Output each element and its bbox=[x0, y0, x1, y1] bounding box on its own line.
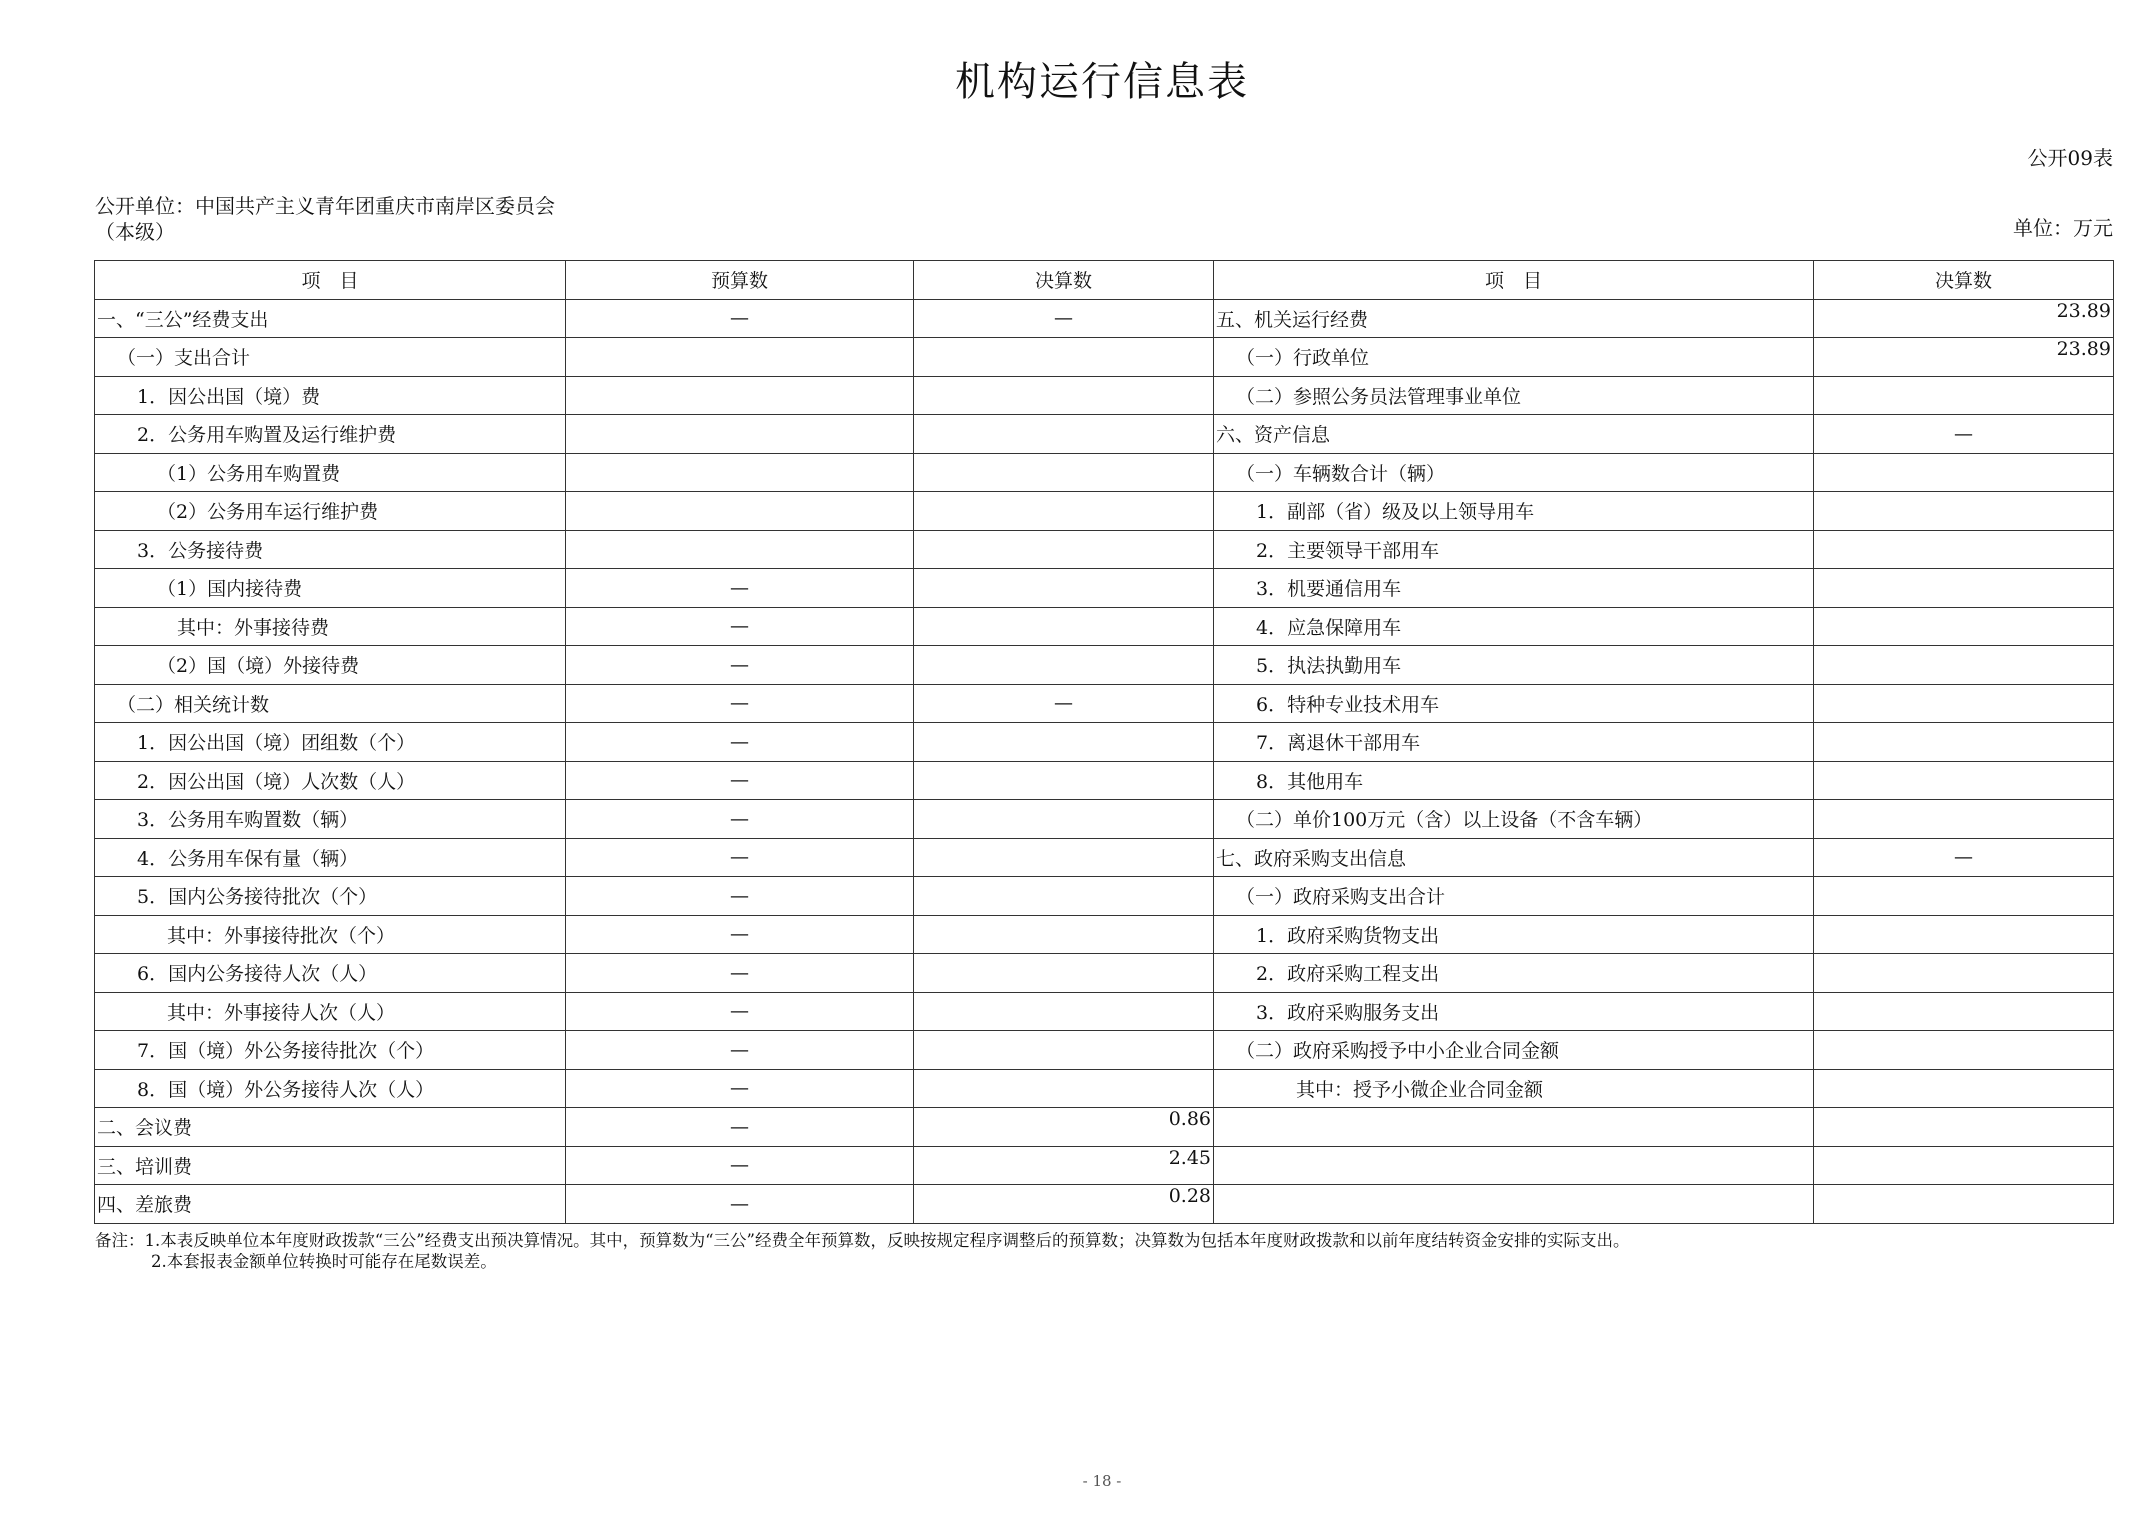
reporting-unit: 公开单位：中国共产主义青年团重庆市南岸区委员会（本级） bbox=[95, 194, 555, 244]
left-item-cell: 2．因公出国（境）人次数（人） bbox=[95, 761, 566, 800]
left-item-cell: （二）相关统计数 bbox=[95, 684, 566, 723]
left-item-cell: （2）公务用车运行维护费 bbox=[95, 492, 566, 531]
table-row bbox=[95, 992, 2114, 1031]
left-item-cell: 二、会议费 bbox=[95, 1108, 566, 1147]
budget-cell: — bbox=[566, 684, 914, 723]
left-item-cell: 7．国（境）外公务接待批次（个） bbox=[95, 1031, 566, 1070]
header-left-item: 项 目 bbox=[95, 261, 566, 300]
left-item-cell: 三、培训费 bbox=[95, 1146, 566, 1185]
final-cell bbox=[914, 338, 1214, 377]
note-2: 2.本套报表金额单位转换时可能存在尾数误差。 bbox=[151, 1252, 497, 1271]
table-row bbox=[95, 299, 2114, 338]
table-row bbox=[95, 415, 2114, 454]
right-final-cell: — bbox=[1814, 415, 2114, 454]
right-item-cell: （一）行政单位 bbox=[1214, 338, 1814, 377]
left-item-cell: （1）国内接待费 bbox=[95, 569, 566, 608]
final-cell: — bbox=[914, 299, 1214, 338]
header-right-item: 项 目 bbox=[1214, 261, 1814, 300]
budget-cell: — bbox=[566, 992, 914, 1031]
left-item-cell: 1．因公出国（境）费 bbox=[95, 376, 566, 415]
right-item-cell: 3．机要通信用车 bbox=[1214, 569, 1814, 608]
final-cell bbox=[914, 838, 1214, 877]
table-row bbox=[95, 607, 2114, 646]
currency-unit: 单位：万元 bbox=[2013, 216, 2113, 240]
header-final: 决算数 bbox=[914, 261, 1214, 300]
right-item-cell: 5．执法执勤用车 bbox=[1214, 646, 1814, 685]
final-cell bbox=[914, 607, 1214, 646]
right-final-cell bbox=[1814, 877, 2114, 916]
right-item-cell: 2．主要领导干部用车 bbox=[1214, 530, 1814, 569]
right-final-cell bbox=[1814, 1185, 2114, 1224]
budget-cell: — bbox=[566, 877, 914, 916]
table-row bbox=[95, 723, 2114, 762]
final-cell bbox=[914, 453, 1214, 492]
right-item-cell: 6．特种专业技术用车 bbox=[1214, 684, 1814, 723]
final-cell bbox=[914, 723, 1214, 762]
left-item-cell: 6．国内公务接待人次（人） bbox=[95, 954, 566, 993]
right-final-cell bbox=[1814, 915, 2114, 954]
table-row bbox=[95, 492, 2114, 531]
left-item-cell: 3．公务接待费 bbox=[95, 530, 566, 569]
right-final-cell bbox=[1814, 800, 2114, 839]
right-item-cell: 其中：授予小微企业合同金额 bbox=[1214, 1069, 1814, 1108]
final-cell: — bbox=[914, 684, 1214, 723]
right-item-cell: 1．政府采购货物支出 bbox=[1214, 915, 1814, 954]
budget-cell: — bbox=[566, 299, 914, 338]
left-item-cell: 其中：外事接待批次（个） bbox=[95, 915, 566, 954]
budget-cell bbox=[566, 530, 914, 569]
table-row bbox=[95, 954, 2114, 993]
left-item-cell: 4．公务用车保有量（辆） bbox=[95, 838, 566, 877]
budget-cell: — bbox=[566, 1108, 914, 1147]
left-item-cell: 8．国（境）外公务接待人次（人） bbox=[95, 1069, 566, 1108]
final-cell bbox=[914, 376, 1214, 415]
header-budget: 预算数 bbox=[566, 261, 914, 300]
right-item-cell: 五、机关运行经费 bbox=[1214, 299, 1814, 338]
table-row bbox=[95, 838, 2114, 877]
budget-cell: — bbox=[566, 1185, 914, 1224]
right-item-cell: （一）政府采购支出合计 bbox=[1214, 877, 1814, 916]
left-item-cell: 其中：外事接待费 bbox=[95, 607, 566, 646]
right-final-cell bbox=[1814, 453, 2114, 492]
final-cell bbox=[914, 800, 1214, 839]
left-item-cell: （一）支出合计 bbox=[95, 338, 566, 377]
table-row bbox=[95, 1185, 2114, 1224]
budget-cell: — bbox=[566, 569, 914, 608]
right-final-cell: 23.89 bbox=[1814, 299, 2114, 338]
left-item-cell: 3．公务用车购置数（辆） bbox=[95, 800, 566, 839]
budget-cell: — bbox=[566, 723, 914, 762]
budget-cell: — bbox=[566, 800, 914, 839]
table-row bbox=[95, 646, 2114, 685]
right-final-cell bbox=[1814, 569, 2114, 608]
final-cell bbox=[914, 492, 1214, 531]
right-final-cell bbox=[1814, 1069, 2114, 1108]
right-final-cell: — bbox=[1814, 838, 2114, 877]
page-title: 机构运行信息表 bbox=[955, 59, 1249, 105]
final-cell bbox=[914, 877, 1214, 916]
right-item-cell bbox=[1214, 1108, 1814, 1147]
left-item-cell: 5．国内公务接待批次（个） bbox=[95, 877, 566, 916]
right-item-cell: 七、政府采购支出信息 bbox=[1214, 838, 1814, 877]
final-cell: 0.28 bbox=[914, 1185, 1214, 1224]
budget-cell bbox=[566, 338, 914, 377]
budget-cell bbox=[566, 415, 914, 454]
table-row bbox=[95, 453, 2114, 492]
final-cell bbox=[914, 992, 1214, 1031]
right-final-cell bbox=[1814, 530, 2114, 569]
right-item-cell: （二）单价100万元（含）以上设备（不含车辆） bbox=[1214, 800, 1814, 839]
right-final-cell bbox=[1814, 607, 2114, 646]
right-item-cell: 1．副部（省）级及以上领导用车 bbox=[1214, 492, 1814, 531]
table-row bbox=[95, 1031, 2114, 1070]
table-row bbox=[95, 761, 2114, 800]
right-final-cell bbox=[1814, 376, 2114, 415]
budget-cell: — bbox=[566, 646, 914, 685]
left-item-cell: （2）国（境）外接待费 bbox=[95, 646, 566, 685]
table-row bbox=[95, 1108, 2114, 1147]
budget-cell: — bbox=[566, 761, 914, 800]
budget-cell: — bbox=[566, 607, 914, 646]
final-cell bbox=[914, 915, 1214, 954]
budget-cell: — bbox=[566, 1146, 914, 1185]
right-item-cell: 2．政府采购工程支出 bbox=[1214, 954, 1814, 993]
budget-cell: — bbox=[566, 838, 914, 877]
right-final-cell bbox=[1814, 1108, 2114, 1147]
right-item-cell: （二）政府采购授予中小企业合同金额 bbox=[1214, 1031, 1814, 1070]
table-header-row bbox=[95, 261, 2114, 300]
right-item-cell: 3．政府采购服务支出 bbox=[1214, 992, 1814, 1031]
right-item-cell: （一）车辆数合计（辆） bbox=[1214, 453, 1814, 492]
right-item-cell: （二）参照公务员法管理事业单位 bbox=[1214, 376, 1814, 415]
right-final-cell: 23.89 bbox=[1814, 338, 2114, 377]
right-final-cell bbox=[1814, 1146, 2114, 1185]
form-number: 公开09表 bbox=[2027, 146, 2113, 170]
final-cell bbox=[914, 415, 1214, 454]
final-cell bbox=[914, 1069, 1214, 1108]
final-cell bbox=[914, 569, 1214, 608]
budget-cell: — bbox=[566, 954, 914, 993]
header-right-final: 决算数 bbox=[1814, 261, 2114, 300]
table-row bbox=[95, 684, 2114, 723]
budget-cell: — bbox=[566, 915, 914, 954]
left-item-cell: 四、差旅费 bbox=[95, 1185, 566, 1224]
budget-cell bbox=[566, 453, 914, 492]
table-row bbox=[95, 376, 2114, 415]
right-item-cell bbox=[1214, 1146, 1814, 1185]
right-final-cell bbox=[1814, 954, 2114, 993]
right-final-cell bbox=[1814, 992, 2114, 1031]
notes bbox=[95, 1230, 1629, 1272]
right-item-cell bbox=[1214, 1185, 1814, 1224]
table-row bbox=[95, 1069, 2114, 1108]
final-cell bbox=[914, 954, 1214, 993]
right-item-cell: 7．离退休干部用车 bbox=[1214, 723, 1814, 762]
right-final-cell bbox=[1814, 684, 2114, 723]
right-final-cell bbox=[1814, 1031, 2114, 1070]
left-item-cell: （1）公务用车购置费 bbox=[95, 453, 566, 492]
table-row bbox=[95, 530, 2114, 569]
right-final-cell bbox=[1814, 646, 2114, 685]
table-row bbox=[95, 1146, 2114, 1185]
final-cell bbox=[914, 761, 1214, 800]
table-row bbox=[95, 800, 2114, 839]
final-cell: 0.86 bbox=[914, 1108, 1214, 1147]
left-item-cell: 1．因公出国（境）团组数（个） bbox=[95, 723, 566, 762]
right-final-cell bbox=[1814, 723, 2114, 762]
table-row bbox=[95, 877, 2114, 916]
right-item-cell: 4．应急保障用车 bbox=[1214, 607, 1814, 646]
final-cell bbox=[914, 646, 1214, 685]
right-final-cell bbox=[1814, 492, 2114, 531]
left-item-cell: 2．公务用车购置及运行维护费 bbox=[95, 415, 566, 454]
left-item-cell: 一、“三公”经费支出 bbox=[95, 299, 566, 338]
left-item-cell: 其中：外事接待人次（人） bbox=[95, 992, 566, 1031]
final-cell: 2.45 bbox=[914, 1146, 1214, 1185]
budget-cell: — bbox=[566, 1069, 914, 1108]
right-final-cell bbox=[1814, 761, 2114, 800]
right-item-cell: 六、资产信息 bbox=[1214, 415, 1814, 454]
budget-cell bbox=[566, 492, 914, 531]
final-cell bbox=[914, 530, 1214, 569]
table-row bbox=[95, 569, 2114, 608]
right-item-cell: 8．其他用车 bbox=[1214, 761, 1814, 800]
budget-cell: — bbox=[566, 1031, 914, 1070]
note-1: 备注：1.本表反映单位本年度财政拨款“三公”经费支出预决算情况。其中，预算数为“三公”经费全年预算数，反映按规定程序调整后的预算数；决算数为包括本年度财政拨款和以前年度结转资金安排的实际支出。 bbox=[95, 1231, 1630, 1250]
table-row bbox=[95, 915, 2114, 954]
table-row bbox=[95, 338, 2114, 377]
info-table bbox=[94, 260, 2114, 1224]
budget-cell bbox=[566, 376, 914, 415]
final-cell bbox=[914, 1031, 1214, 1070]
page-number: - 18 - bbox=[1082, 1472, 1122, 1490]
